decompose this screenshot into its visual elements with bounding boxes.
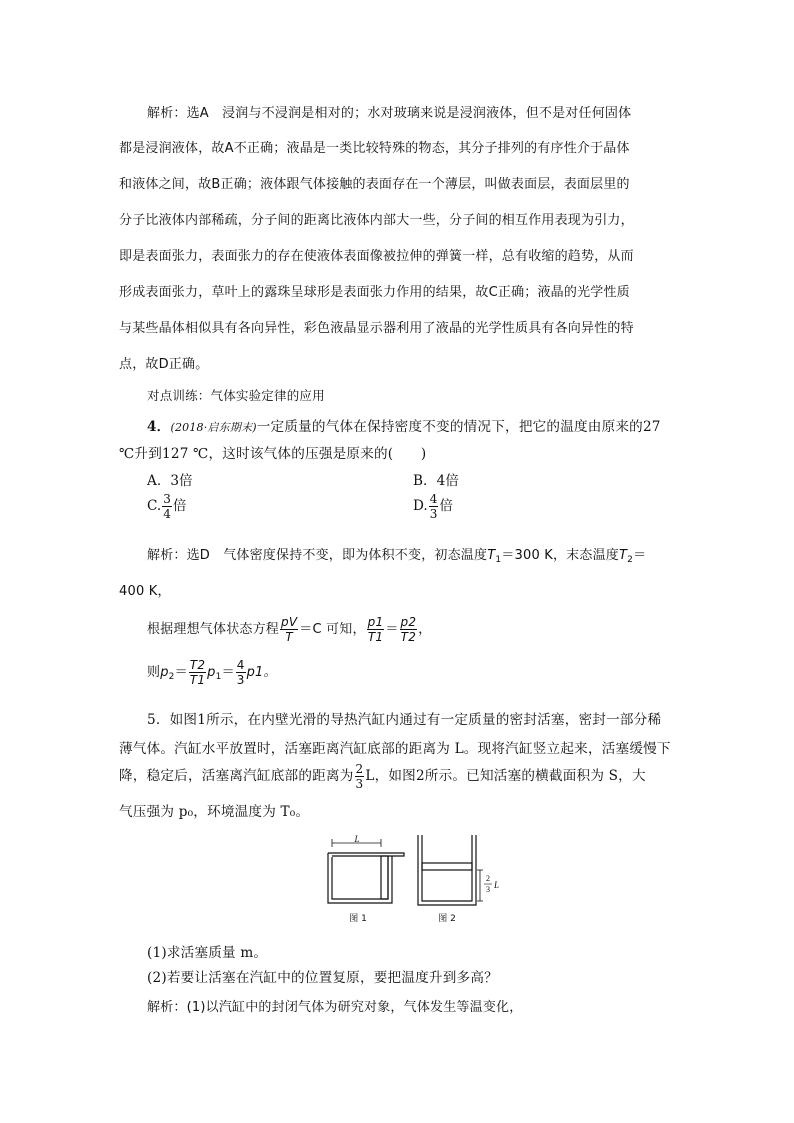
symbol-p: p (207, 665, 216, 680)
solution-line-6: 形成表面张力，草叶上的露珠呈球形是表面张力作用的结果，故C正确；液晶的光学性质 (119, 285, 630, 300)
q4-stem-line-2: ℃升到127 ℃，这时该气体的压强是原来的( ) (119, 446, 427, 462)
q4-option-c-label: C. (147, 498, 162, 514)
fraction-numerator: 3 (163, 492, 171, 506)
solution-line-3: 和液体之间，故B正确；液体跟气体接触的表面存在一个薄层，叫做表面层，表面层里的 (119, 177, 630, 192)
fraction-p1-over-t1 (367, 616, 385, 643)
solution-line-1: 解析：选A 浸润与不浸润是相对的；水对玻璃来说是浸润液体，但不是对任何固体 (147, 106, 632, 121)
symbol-t: T (618, 548, 628, 563)
q5-ask-1: (1)求活塞质量 m。 (147, 945, 268, 961)
fraction-denominator: 3 (236, 673, 245, 687)
fraction-denominator: T1 (367, 630, 384, 644)
q4-solution-text: 则 (147, 665, 161, 680)
q4-solution-text: ， (418, 622, 432, 637)
fraction-p2-over-t2 (400, 616, 418, 643)
figure-2-cylinder (418, 835, 483, 905)
solution-line-4: 分子比液体内部稀疏，分子间的距离比液体内部大一些，分子间的相互作用表现为引力， (119, 213, 634, 228)
figure-1-caption: 图 1 (349, 914, 367, 924)
figure-1-cylinder (328, 839, 404, 903)
q5-text: L，如图2所示。已知活塞的横截面积为 S，大 (365, 768, 646, 784)
q4-solution-text: ＝ (633, 548, 647, 563)
solution-line-7: 与某些晶体相似具有各向异性，彩色液晶显示器利用了液晶的光学性质具有各向异性的特 (119, 321, 634, 336)
q4-option-d-fraction (429, 493, 439, 520)
q5-line-1: 5．如图1所示，在内壁光滑的导热汽缸内通过有一定质量的密封活塞，密封一部分稀 (147, 712, 662, 728)
fraction-pv-over-t (280, 616, 298, 643)
fraction-denominator: T2 (400, 630, 417, 644)
symbol-t: T (487, 548, 496, 563)
solution-line-8: 点，故D正确。 (119, 357, 209, 372)
cylinder-diagram (318, 830, 518, 935)
q4-stem-text-1: 一定质量的气体在保持密度不变的情况下，把它的温度由原来的27 (256, 419, 661, 435)
fraction-numerator: 4 (429, 492, 438, 506)
q4-stem-line-1 (147, 415, 661, 435)
q4-option-b: B．4倍 (413, 473, 459, 489)
fraction-numerator: pV (281, 615, 298, 629)
symbol-p: p (160, 665, 169, 680)
fraction-two-thirds (355, 763, 365, 790)
q5-text: 降，稳定后，活塞离汽缸底部的距离为 (119, 768, 354, 784)
q4-option-c (147, 493, 186, 520)
q5-ask-2: (2)若要让活塞在汽缸中的位置复原，要把温度升到多高？ (147, 970, 498, 986)
figure-2-dimension-denominator: 3 (486, 885, 490, 894)
q4-option-d (413, 493, 453, 520)
fraction-denominator: 3 (429, 507, 438, 521)
q4-solution-text: ＝300 K，末态温度 (501, 548, 619, 563)
q4-option-d-label: D. (413, 498, 428, 514)
subscript: 2 (627, 555, 634, 565)
fraction-denominator: T (285, 630, 293, 644)
fraction-numerator: T2 (189, 658, 206, 672)
figure-2-dimension-numerator: 2 (486, 874, 490, 883)
q5-line-3 (119, 763, 646, 790)
q5-solution-line-1: 解析：(1)以汽缸中的封闭气体为研究对象，气体发生等温变化， (147, 1000, 523, 1015)
fraction-denominator: 3 (355, 777, 364, 791)
fraction-numerator: p1 (367, 615, 384, 629)
equals-sign: ＝ (174, 665, 188, 680)
fraction-numerator: 2 (355, 762, 364, 776)
q4-option-a: A．3倍 (147, 473, 193, 489)
fraction-t2-over-t1 (189, 659, 206, 686)
q4-option-d-tail: 倍 (439, 498, 453, 514)
q4-source: (2018·启东期末) (170, 421, 257, 434)
fraction-numerator: 4 (236, 658, 245, 672)
fraction-numerator: p2 (400, 615, 417, 629)
subscript: 1 (495, 555, 502, 565)
fraction-four-thirds (236, 659, 246, 686)
cylinder-figure (318, 830, 518, 935)
solution-line-2: 都是浸润液体，故A不正确；液晶是一类比较特殊的物态，其分子排列的有序性介于晶体 (119, 141, 630, 156)
q4-solution-line-4: 则$p_2=$ $\frac{T2}{T1}$ $p_1=$ $\frac{4}{3}$ p1。 (147, 658, 277, 687)
q4-option-c-fraction (162, 493, 172, 520)
q4-option-c-tail: 倍 (172, 498, 187, 514)
q4-solution-end: p1。 (246, 665, 277, 680)
subscript: 1 (215, 672, 222, 682)
q4-solution-line-1 (147, 544, 646, 565)
q4-solution-line-2: 400 K， (119, 584, 171, 599)
q4-number: 4． (147, 419, 171, 435)
solution-line-5: 即是表面张力，表面张力的存在使液体表面像被拉伸的弹簧一样，总有收缩的趋势，从而 (119, 249, 634, 264)
figure-1-dimension-label: L (354, 834, 360, 844)
figure-2-dimension-l: L (494, 880, 500, 890)
q4-solution-text: ＝C 可知， (299, 622, 366, 637)
figure-2-caption: 图 2 (438, 914, 456, 924)
fraction-denominator: T1 (189, 673, 206, 687)
q4-solution-text: 解析：选D 气体密度保持不变，即为体积不变，初态温度 (147, 548, 488, 563)
q5-line-2: 薄气体。汽缸水平放置时，活塞距离汽缸底部的距离为 L。现将汽缸竖立起来，活塞缓慢下 (119, 741, 671, 757)
q5-line-4: 气压强为 p₀，环境温度为 T₀。 (119, 804, 310, 820)
fraction-denominator: 4 (163, 507, 171, 521)
subscript: 2 (168, 672, 175, 682)
section-title: 对点训练：气体实验定律的应用 (147, 388, 325, 403)
q4-solution-text: 根据理想气体状态方程 (147, 622, 280, 637)
q4-solution-line-3: 根据理想气体状态方程 $\frac{pV}{T}$ ＝C 可知， $\frac{p1}{T1}$ ＝ $\frac{p2}{T2}$ ， (147, 615, 432, 644)
